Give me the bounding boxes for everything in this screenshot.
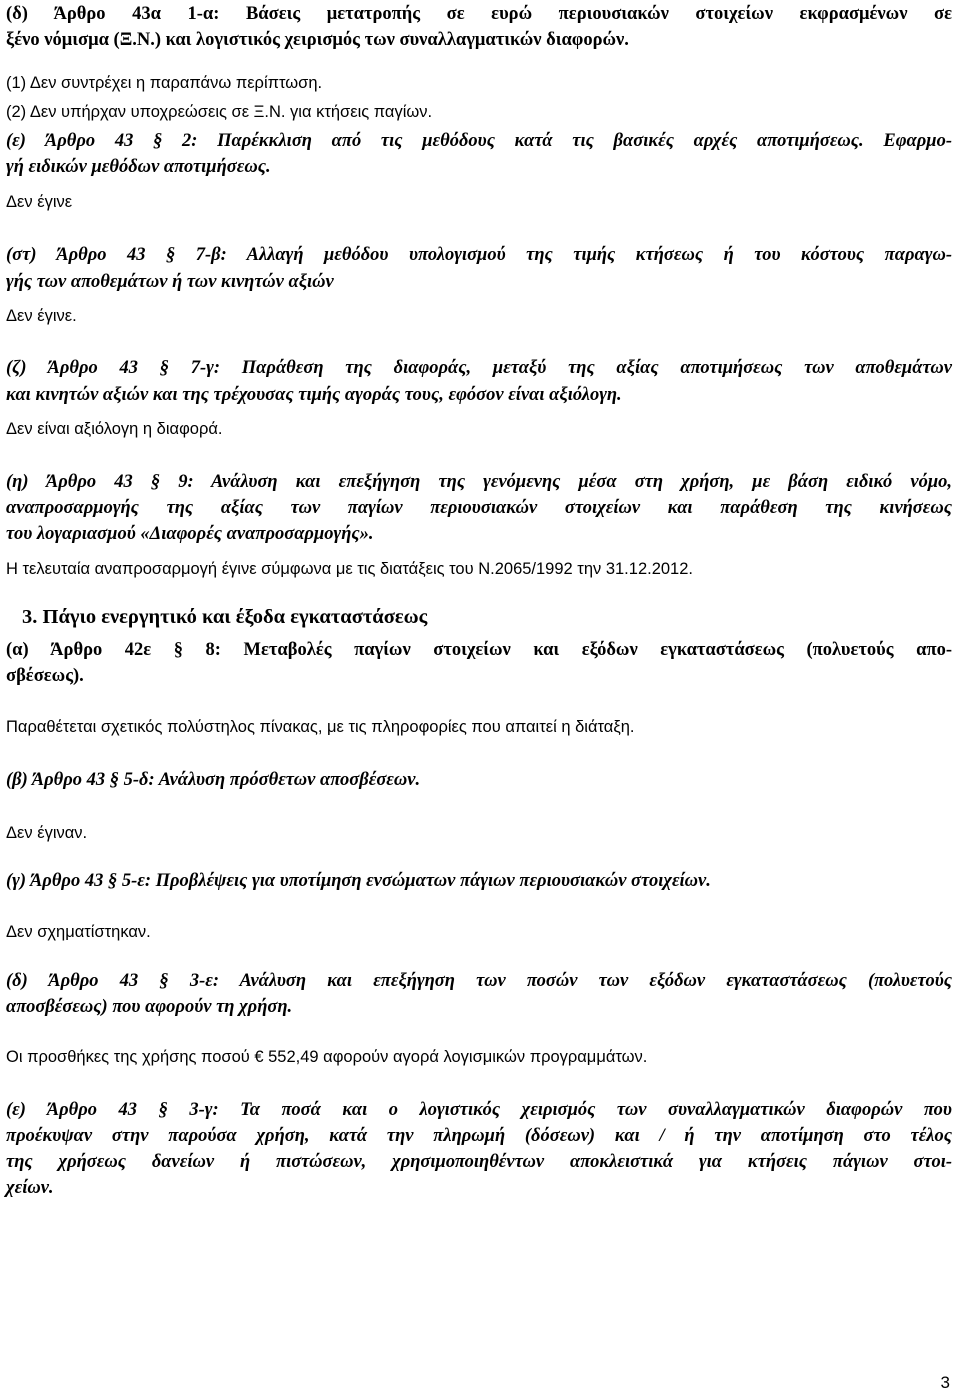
heading-dd-line-1: (δ) Άρθρο 43 § 3-ε: Ανάλυση και επεξήγηση των ποσών των εξόδων εγκαταστάσεως (πολυετούς [6, 971, 952, 991]
heading-z-line-2: και κινητών αξιών και της τρέχουσας τιμής αγοράς τους, εφόσον είναι αξιόλογη. [6, 385, 622, 405]
heading-ee-line-3: της χρήσεως δανείων ή πιστώσεων, χρησιμοποιηθέντων αποκλειστικά για κτήσεις πάγιων στοι- [6, 1152, 952, 1172]
heading-d-line-1: (δ) Άρθρο 43α 1-α: Βάσεις μετατροπής σε ευρώ περιουσιακών στοιχείων εκφρασμένων σε [6, 4, 952, 24]
heading-h-line-2: αναπροσαρμογής της αξίας των παγίων περιουσιακών στοιχείων και παράθεση της κινήσεως [6, 498, 952, 518]
heading-st-line-2: γής των αποθεμάτων ή των κινητών αξιών [6, 272, 334, 292]
heading-g: (γ) Άρθρο 43 § 5-ε: Προβλέψεις για υποτίμηση ενσώματων πάγιων περιουσιακών στοιχείων. [6, 871, 711, 891]
heading-e-line-2: γή ειδικών μεθόδων αποτιμήσεως. [6, 157, 271, 177]
note-1: (1) Δεν συντρέχει η παραπάνω περίπτωση. [6, 74, 323, 92]
heading-z-line-1: (ζ) Άρθρο 43 § 7-γ: Παράθεση της διαφοράς, μεταξύ της αξίας αποτιμήσεως των αποθεμάτων [6, 358, 952, 378]
heading-h-line-1: (η) Άρθρο 43 § 9: Ανάλυση και επεξήγηση της γενόμενης μέσα στη χρήση, με βάση ειδικό νόμο, [6, 472, 952, 492]
heading-st-line-1: (στ) Άρθρο 43 § 7-β: Αλλαγή μεθόδου υπολογισμού της τιμής κτήσεως ή του κόστους παραγω- [6, 245, 952, 265]
page-number: 3 [940, 1373, 950, 1392]
heading-ee-line-1: (ε) Άρθρο 43 § 3-γ: Τα ποσά και ο λογιστικός χειρισμός των συναλλαγματικών διαφορών που [6, 1100, 952, 1120]
section-3-title: 3. Πάγιο ενεργητικό και έξοδα εγκαταστάσεως [22, 606, 428, 628]
heading-d-line-2: ξένο νόμισμα (Ξ.Ν.) και λογιστικός χειρισμός των συναλλαγματικών διαφορών. [6, 30, 629, 50]
answer-z: Δεν είναι αξιόλογη η διαφορά. [6, 420, 223, 438]
note-2: (2) Δεν υπήρχαν υποχρεώσεις σε Ξ.Ν. για κτήσεις παγίων. [6, 103, 433, 121]
heading-a-line-2: σβέσεως). [6, 666, 84, 686]
heading-b: (β) Άρθρο 43 § 5-δ: Ανάλυση πρόσθετων αποσβέσεων. [6, 770, 421, 790]
heading-ee-line-2: προέκυψαν στην παρούσα χρήση, κατά την πληρωμή (δόσεων) και / ή την αποτίμηση στο τέλος [6, 1126, 952, 1146]
heading-ee-line-4: χείων. [6, 1178, 54, 1198]
answer-h: Η τελευταία αναπροσαρμογή έγινε σύμφωνα με τις διατάξεις του Ν.2065/1992 την 31.12.2012. [6, 560, 693, 578]
answer-a: Παραθέτεται σχετικός πολύστηλος πίνακας, με τις πληροφορίες που απαιτεί η διάταξη. [6, 718, 635, 736]
heading-dd-line-2: αποσβέσεως) που αφορούν τη χρήση. [6, 997, 293, 1017]
answer-st: Δεν έγινε. [6, 307, 77, 325]
heading-e-line-1: (ε) Άρθρο 43 § 2: Παρέκκλιση από τις μεθόδους κατά τις βασικές αρχές αποτιμήσεως. Εφαρμο- [6, 131, 952, 151]
answer-b: Δεν έγιναν. [6, 824, 88, 842]
answer-dd: Οι προσθήκες της χρήσης ποσού € 552,49 αφορούν αγορά λογισμικών προγραμμάτων. [6, 1048, 648, 1066]
heading-h-line-3: του λογαριασμού «Διαφορές αναπροσαρμογής». [6, 524, 374, 544]
heading-a-line-1: (α) Άρθρο 42ε § 8: Μεταβολές παγίων στοιχείων και εξόδων εγκαταστάσεως (πολυετούς απο- [6, 640, 952, 660]
answer-e: Δεν έγινε [6, 193, 73, 211]
answer-g: Δεν σχηματίστηκαν. [6, 923, 151, 941]
